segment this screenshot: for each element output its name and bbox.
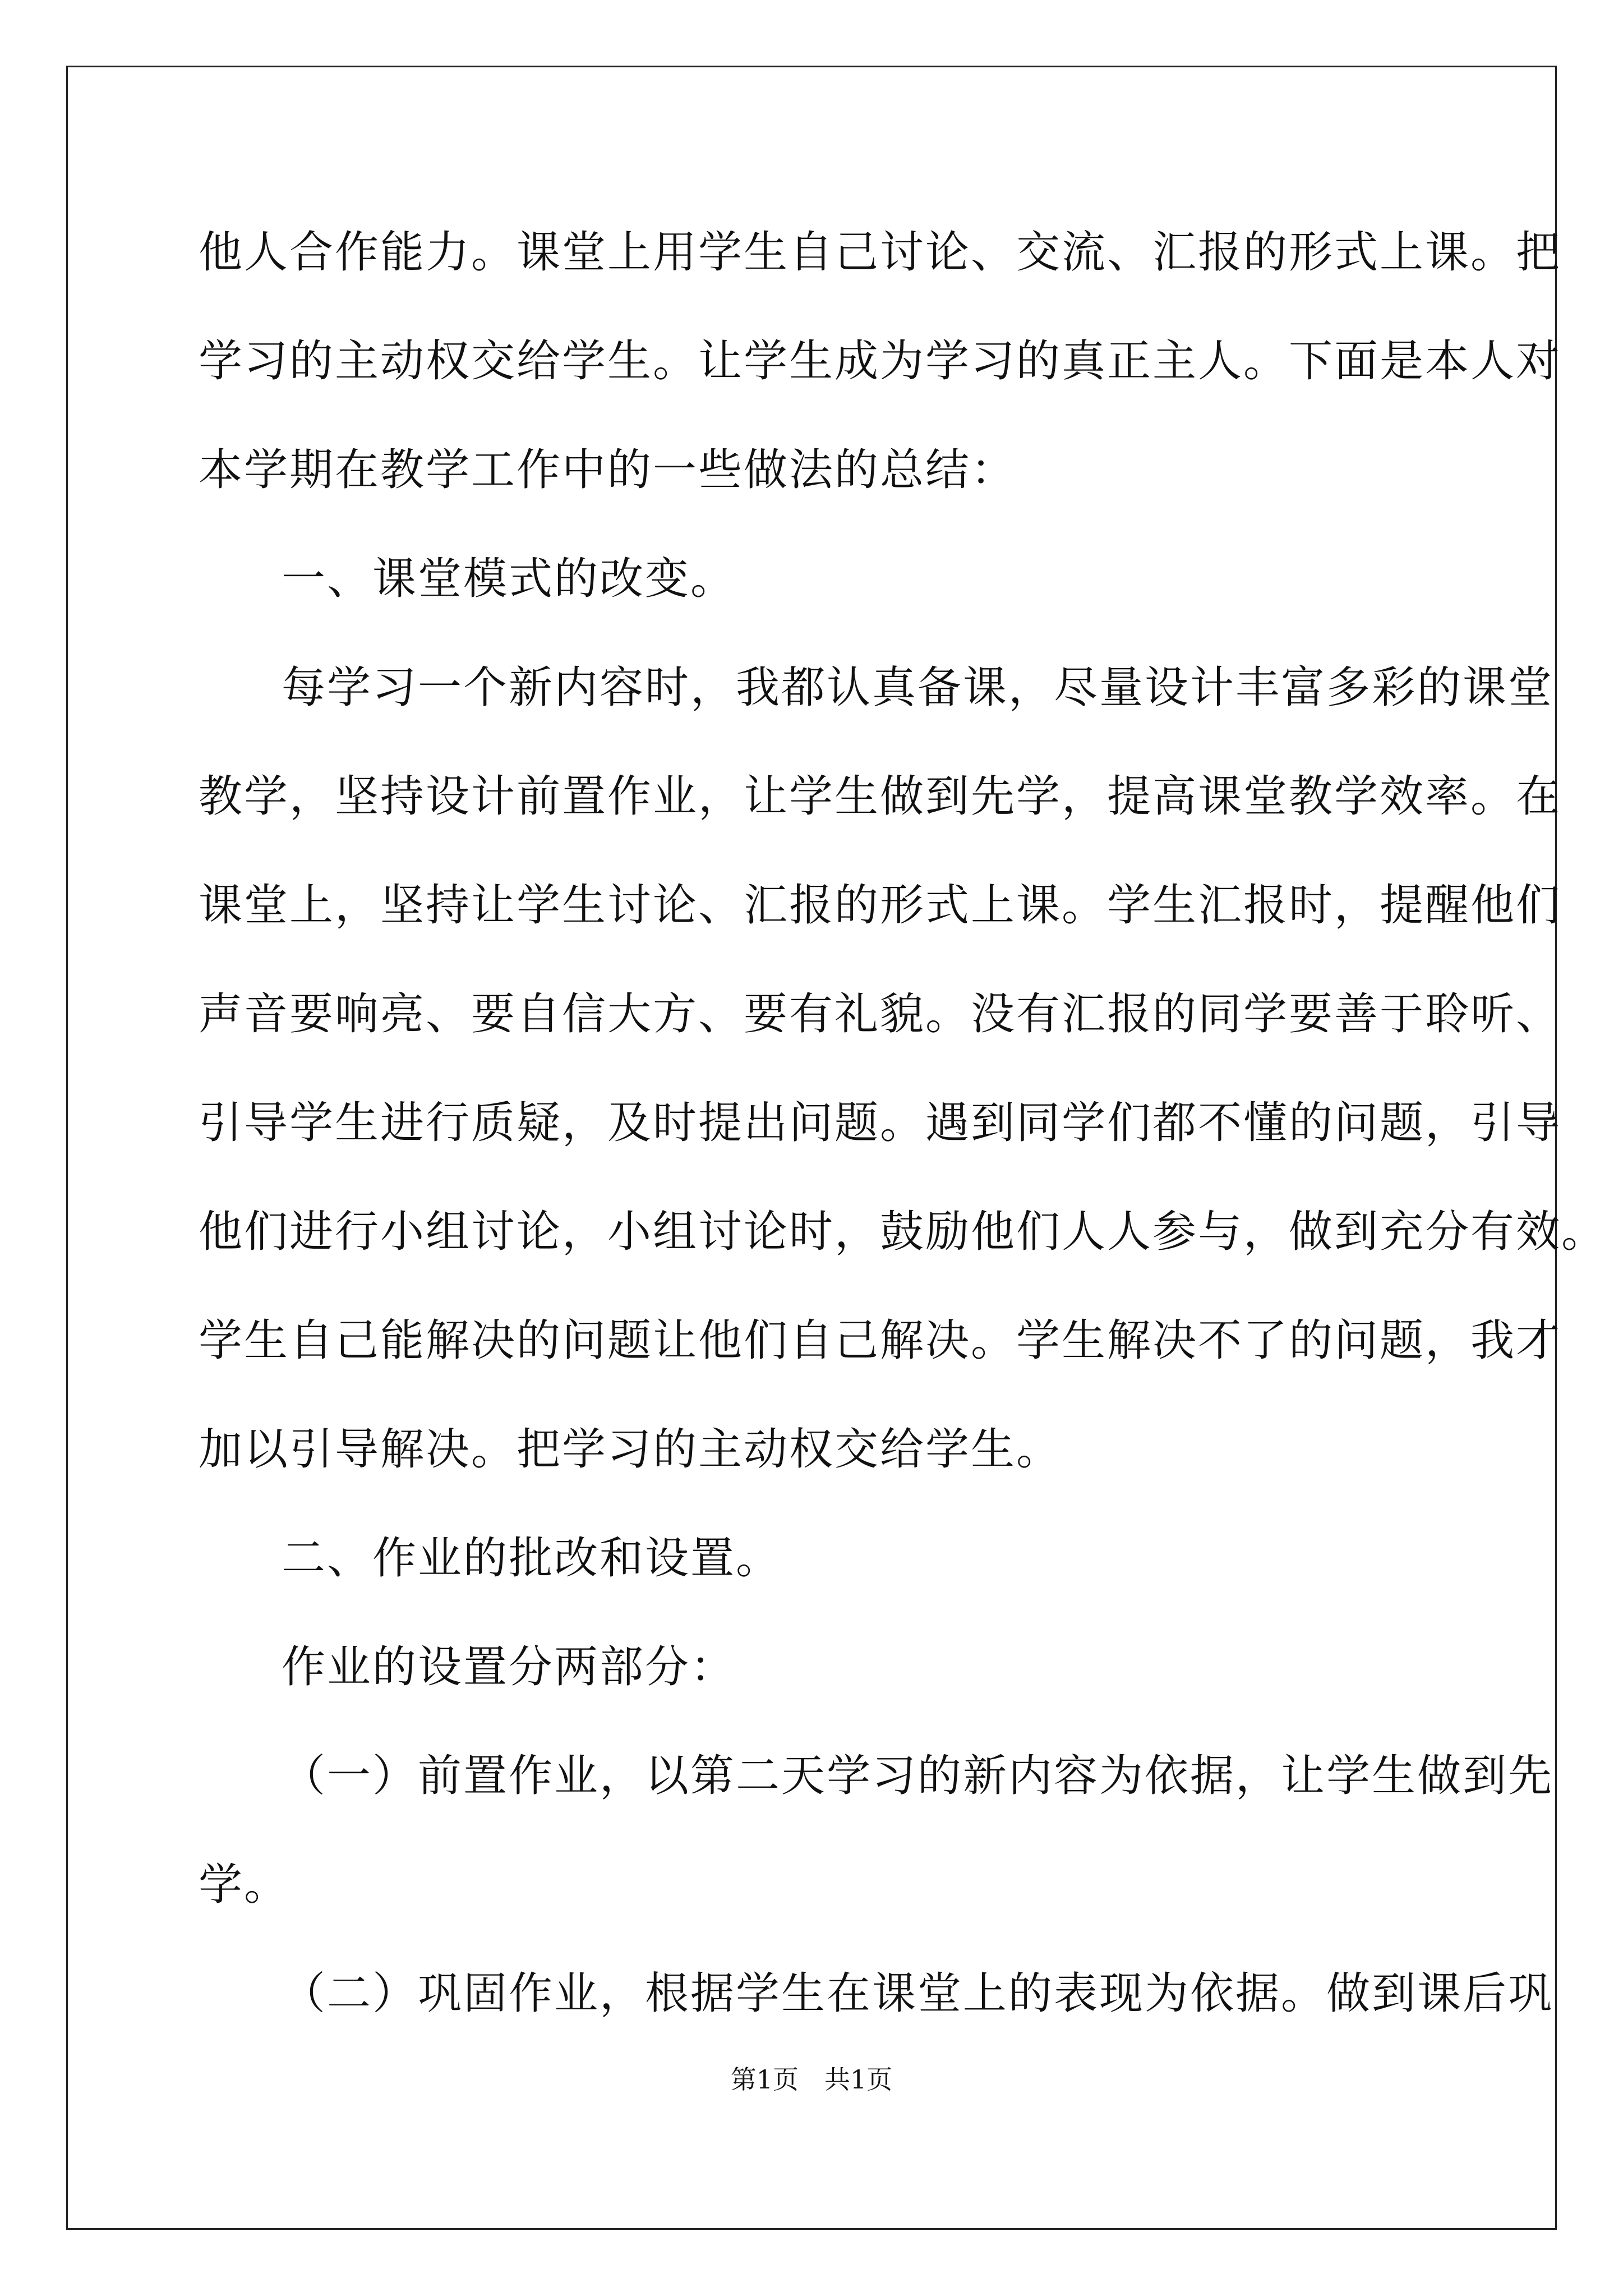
paragraph-line: 学习的主动权交给学生。让学生成为学习的真正主人。下面是本人对: [199, 336, 1562, 386]
paragraph-line: 课堂上，坚持让学生讨论、汇报的形式上课。学生汇报时，提醒他们: [199, 880, 1562, 931]
section-heading: 一、课堂模式的改变。: [282, 554, 736, 604]
paragraph-line: 每学习一个新内容时，我都认真备课，尽量设计丰富多彩的课堂: [282, 662, 1554, 713]
paragraph-line: 声音要响亮、要自信大方、要有礼貌。没有汇报的同学要善于聆听、: [199, 989, 1562, 1039]
paragraph-line: 加以引导解决。把学习的主动权交给学生。: [199, 1424, 1062, 1475]
list-item-line: 学。: [199, 1860, 290, 1910]
paragraph-line: 引导学生进行质疑，及时提出问题。遇到同学们都不懂的问题，引导: [199, 1098, 1562, 1148]
paragraph-line: 教学，坚持设计前置作业，让学生做到先学，提高课堂教学效率。在: [199, 771, 1562, 822]
paragraph-line: 他人合作能力。课堂上用学生自己讨论、交流、汇报的形式上课。把: [199, 227, 1562, 278]
list-item-line: （二）巩固作业，根据学生在课堂上的表现为依据。做到课后巩: [282, 1968, 1554, 2019]
paragraph-line: 本学期在教学工作中的一些做法的总结：: [199, 445, 1017, 495]
page-number-footer: 第1页 共1页: [730, 2064, 893, 2095]
paragraph-line: 他们进行小组讨论，小组讨论时，鼓励他们人人参与，做到充分有效。: [199, 1207, 1607, 1257]
list-item-line: （一）前置作业，以第二天学习的新内容为依据，让学生做到先: [282, 1751, 1554, 1801]
section-heading: 二、作业的批改和设置。: [282, 1533, 782, 1584]
paragraph-line: 学生自己能解决的问题让他们自己解决。学生解决不了的问题，我才: [199, 1315, 1562, 1366]
paragraph-line: 作业的设置分两部分：: [282, 1642, 736, 1692]
